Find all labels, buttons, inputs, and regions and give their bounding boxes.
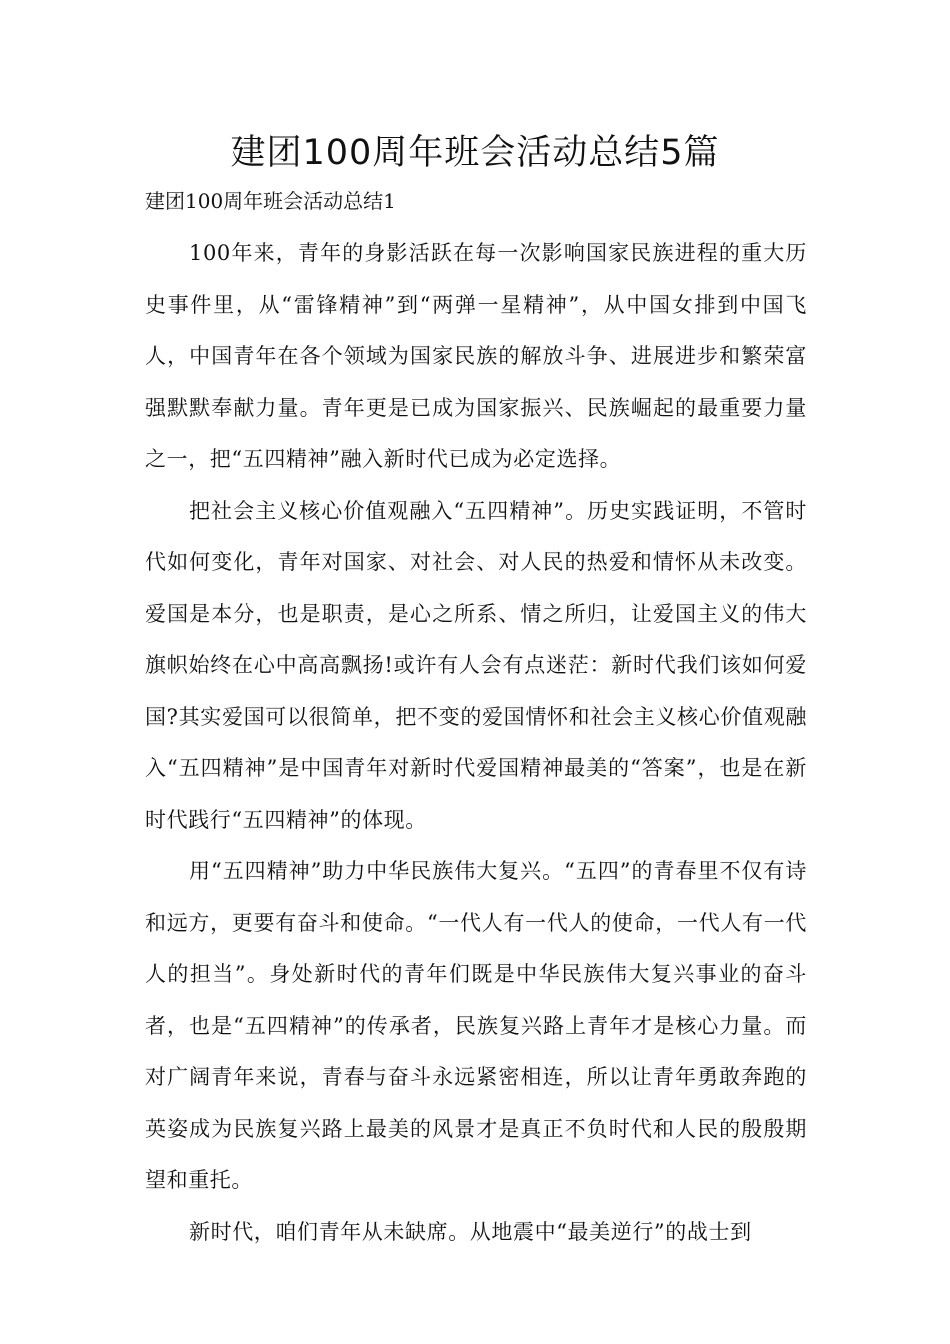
paragraph-3: 用“五四精神”助力中华民族伟大复兴。“五四”的青春里不仅有诗和远方，更要有奋斗和使命。“一代人有一代人的使命，一代人有一代人的担当”。身处新时代的青年们既是中华民族伟大复兴事业的奋斗者，也是“五四精神”的传承者，民族复兴路上青年才是核心力量。而对广阔青年来说，青春与奋斗永远紧密相连，所以让青年勇敢奔跑的英姿成为民族复兴路上最美的风景才是真正不负时代和人民的殷殷期望和重托。 (145, 859, 807, 1192)
paragraph-2: 把社会主义核心价值观融入“五四精神”。历史实践证明，不管时代如何变化，青年对国家、对社会、对人民的热爱和情怀从未改变。爱国是本分，也是职责，是心之所系、情之所归，让爱国主义的伟大旗帜始终在心中高高飘扬!或许有人会有点迷茫：新时代我们该如何爱国?其实爱国可以很简单，把不变的爱国情怀和社会主义核心价值观融入“五四精神”是中国青年对新时代爱国精神最美的“答案”，也是在新时代践行“五四精神”的体现。 (145, 498, 807, 832)
paragraph-4: 新时代，咱们青年从未缺席。从地震中“最美逆行”的战士到 (189, 1219, 752, 1244)
document-body (145, 228, 807, 1258)
section-heading: 建团100周年班会活动总结1 (145, 189, 396, 213)
paragraph-1: 100年来，青年的身影活跃在每一次影响国家民族进程的重大历史事件里，从“雷锋精神”到“两弹一星精神”，从中国女排到中国飞人，中国青年在各个领域为国家民族的解放斗争、进展进步和繁荣富强默默奉献力量。青年更是已成为国家振兴、民族崛起的最重要力量之一，把“五四精神”融入新时代已成为必定选择。 (145, 241, 807, 471)
document-title: 建团100周年班会活动总结5篇 (230, 133, 720, 173)
